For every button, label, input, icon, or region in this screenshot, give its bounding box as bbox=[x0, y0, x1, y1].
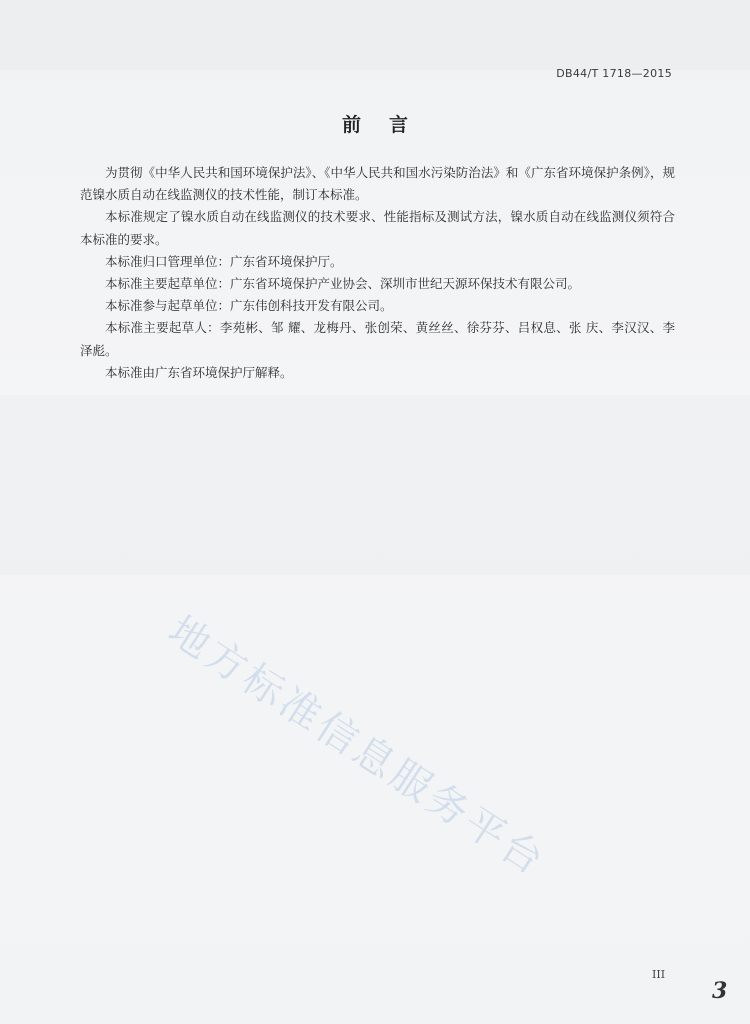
roman-page-number: III bbox=[652, 968, 666, 981]
paragraph: 本标准规定了镍水质自动在线监测仪的技术要求、性能指标及测试方法，镍水质自动在线监测仪须符合本标准的要求。 bbox=[80, 209, 675, 247]
scan-band bbox=[0, 0, 750, 70]
document-code: DB44/T 1718—2015 bbox=[556, 67, 672, 80]
paragraph: 本标准主要起草人：李苑彬、邹 耀、龙梅丹、张创荣、黄丝丝、徐芬芬、吕权息、张 庆、李汉汉、李泽彪。 bbox=[80, 320, 675, 358]
paragraph: 本标准主要起草单位：广东省环境保护产业协会、深圳市世纪天源环保技术有限公司。 bbox=[105, 276, 581, 292]
watermark: 地方标准信息服务平台 bbox=[160, 607, 555, 886]
page-title: 前言 bbox=[341, 114, 436, 136]
page-number: 3 bbox=[712, 978, 728, 1004]
paragraph: 本标准参与起草单位：广东伟创科技开发有限公司。 bbox=[105, 298, 393, 314]
paragraph: 本标准由广东省环境保护厅解释。 bbox=[105, 364, 293, 380]
scan-band bbox=[0, 395, 750, 575]
foreword-body bbox=[80, 162, 675, 384]
paragraph: 为贯彻《中华人民共和国环境保护法》、《中华人民共和国水污染防治法》和《广东省环境保护条例》，规范镍水质自动在线监测仪的技术性能，制订本标准。 bbox=[80, 165, 675, 203]
paragraph: 本标准归口管理单位：广东省环境保护厅。 bbox=[105, 253, 343, 269]
